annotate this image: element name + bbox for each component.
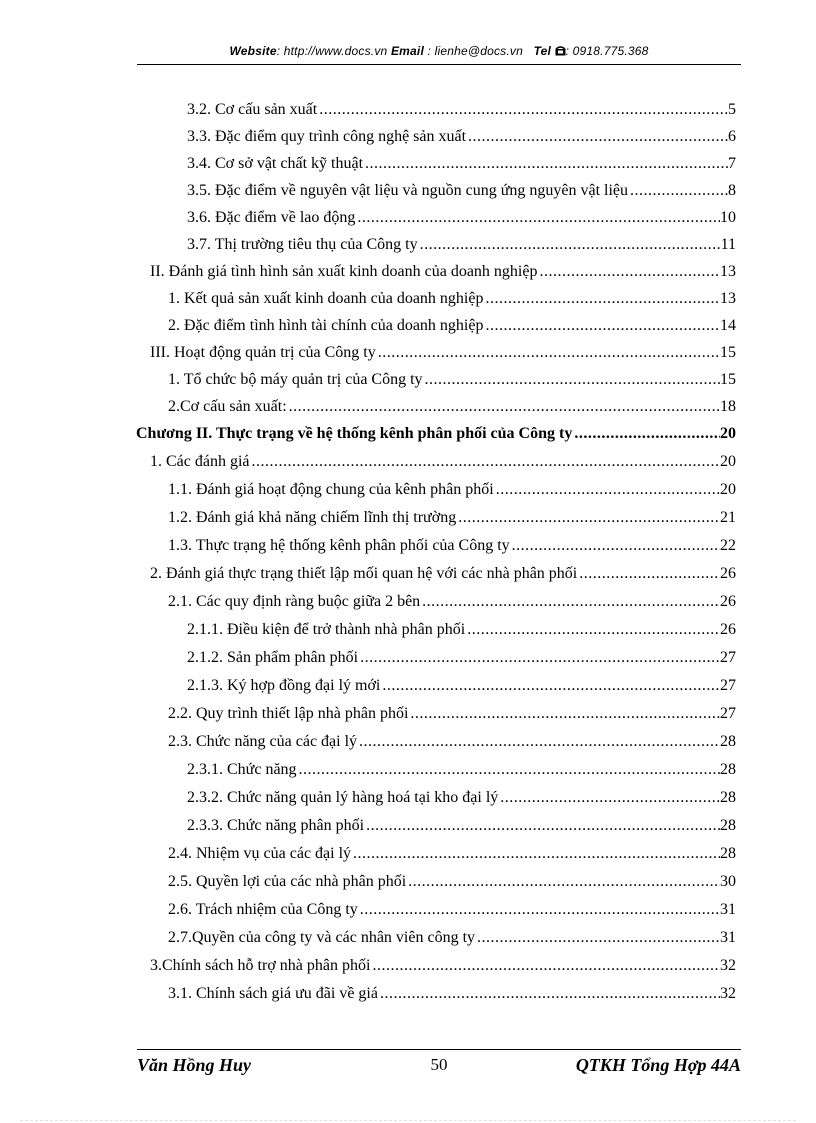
toc-entry-page: 21 <box>720 509 736 526</box>
toc-leader <box>360 648 720 668</box>
toc-entry-label: 2.6. Trách nhiệm của Công ty <box>168 901 358 918</box>
toc-entry-page: 27 <box>720 705 736 722</box>
toc-entry-label: 2.3.2. Chức năng quản lý hàng hoá tại kho đại lý <box>187 789 499 806</box>
toc-entry[interactable] <box>187 94 736 120</box>
toc-entry[interactable] <box>168 586 736 612</box>
toc-entry[interactable] <box>168 978 736 1004</box>
toc-entry-page: 11 <box>720 236 736 253</box>
toc-entry-page: 27 <box>720 649 736 666</box>
toc-entry-label: 2.1.2. Sản phẩm phân phối <box>187 649 359 666</box>
toc-entry-label: 3.Chính sách hỗ trợ nhà phân phối <box>150 957 371 974</box>
toc-entry-label: 2.7.Quyền của công ty và các nhân viên công ty <box>168 929 476 946</box>
toc-entry-page: 31 <box>720 901 736 918</box>
website-label: Website <box>229 44 277 58</box>
toc-entry-label: 1.2. Đánh giá khả năng chiếm lĩnh thị trường <box>168 509 457 526</box>
toc-entry[interactable] <box>168 310 736 336</box>
toc-entry-page: 14 <box>720 317 736 334</box>
toc-entry-label: 2.3. Chức năng của các đại lý <box>168 733 358 750</box>
email-value: : lienhe@docs.vn <box>423 44 523 58</box>
toc-leader <box>360 900 720 920</box>
toc-entry-page: 8 <box>728 182 736 199</box>
toc-entry-label: 1. Kết quả sản xuất kinh doanh của doanh nghiệp <box>168 290 484 307</box>
toc-entry[interactable] <box>187 782 736 808</box>
toc-entry-label: 1.3. Thực trạng hệ thống kênh phân phối của Công ty <box>168 537 510 554</box>
toc-entry[interactable] <box>187 754 736 780</box>
toc-leader <box>372 956 720 976</box>
page-edge-divider <box>20 1120 796 1121</box>
toc-entry-label: Chương II. Thực trạng về hệ thống kênh phân phối của Công ty <box>136 425 573 442</box>
toc-entry-page: 32 <box>720 985 736 1002</box>
toc-entry-page: 22 <box>720 537 736 554</box>
toc-entry-page: 20 <box>720 453 736 470</box>
toc-leader <box>365 154 728 174</box>
toc-leader <box>579 564 720 584</box>
toc-entry-page: 28 <box>720 789 736 806</box>
toc-entry-label: 1. Các đánh giá <box>150 453 250 470</box>
page-footer <box>137 1055 741 1079</box>
toc-entry-page: 6 <box>728 128 736 145</box>
toc-entry[interactable] <box>168 474 736 500</box>
toc-entry-label: 2.3.1. Chức năng <box>187 761 297 778</box>
toc-leader <box>485 316 720 336</box>
toc-leader <box>512 536 720 556</box>
toc-leader <box>574 424 720 444</box>
toc-entry[interactable] <box>168 838 736 864</box>
toc-entry-page: 13 <box>720 263 736 280</box>
toc-entry-page: 10 <box>720 209 736 226</box>
toc-entry-page: 18 <box>720 398 736 415</box>
tel-value: : 0918.775.368 <box>565 44 649 58</box>
toc-entry-label: 3.3. Đặc điểm quy trình công nghệ sản xuất <box>187 128 467 145</box>
toc-leader <box>420 235 721 255</box>
toc-entry-page: 7 <box>728 155 736 172</box>
toc-entry-page: 32 <box>720 957 736 974</box>
toc-leader <box>425 370 720 390</box>
toc-entry-label: 1.1. Đánh giá hoạt động chung của kênh phân phối <box>168 481 494 498</box>
toc-entry-label: 1. Tổ chức bộ máy quản trị của Công ty <box>168 371 423 388</box>
footer-divider <box>137 1049 741 1050</box>
phone-icon <box>555 46 566 56</box>
toc-leader <box>378 343 720 363</box>
toc-entry[interactable] <box>150 950 736 976</box>
toc-entry[interactable] <box>168 502 736 528</box>
toc-entry-label: 2.3.3. Chức năng phân phối <box>187 817 365 834</box>
toc-entry[interactable] <box>168 922 736 948</box>
toc-leader <box>468 127 728 147</box>
toc-entry-label: III. Hoạt động quản trị của Công ty <box>150 344 376 361</box>
toc-entry[interactable] <box>150 337 736 363</box>
toc-entry[interactable] <box>168 726 736 752</box>
toc-entry-label: 3.2. Cơ cấu sản xuất <box>187 101 318 118</box>
email-label: Email <box>390 44 424 58</box>
tel-label: Tel <box>533 44 552 58</box>
footer-class: QTKH Tổng Hợp 44A <box>575 1055 741 1075</box>
toc-entry-label: 3.1. Chính sách giá ưu đãi về giá <box>168 985 378 1002</box>
toc-entry-label: 3.7. Thị trường tiêu thụ của Công ty <box>187 236 418 253</box>
toc-entry-label: 2.Cơ cấu sản xuất: <box>168 398 287 415</box>
toc-leader <box>299 760 720 780</box>
toc-entry-page: 15 <box>720 344 736 361</box>
toc-leader <box>477 928 720 948</box>
toc-entry-label: 3.4. Cơ sở vật chất kỹ thuật <box>187 155 364 172</box>
toc-leader <box>380 984 720 1004</box>
toc-entry[interactable] <box>187 614 736 640</box>
toc-leader <box>458 508 720 528</box>
toc-entry-label: 2.5. Quyền lợi của các nhà phân phối <box>168 873 407 890</box>
toc-entry-page: 28 <box>720 817 736 834</box>
toc-leader <box>359 732 720 752</box>
toc-entry[interactable] <box>168 364 736 390</box>
toc-entry-page: 31 <box>720 929 736 946</box>
toc-leader <box>319 100 728 120</box>
toc-entry-page: 5 <box>728 101 736 118</box>
toc-entry-page: 26 <box>720 565 736 582</box>
toc-entry-label: 2.1. Các quy định ràng buộc giữa 2 bên <box>168 593 421 610</box>
header-divider <box>137 64 741 65</box>
toc-entry[interactable] <box>150 256 736 282</box>
toc-entry[interactable] <box>168 391 736 417</box>
page-header <box>137 44 741 58</box>
toc-entry-label: 2.4. Nhiệm vụ của các đại lý <box>168 845 352 862</box>
toc-entry-label: 3.6. Đặc điểm về lao động <box>187 209 356 226</box>
toc-entry[interactable] <box>168 866 736 892</box>
toc-chapter-entry[interactable] <box>136 418 736 444</box>
toc-leader <box>366 816 720 836</box>
toc-entry[interactable] <box>168 283 736 309</box>
toc-entry-page: 28 <box>720 761 736 778</box>
website-value: : http://www.docs.vn <box>276 44 388 58</box>
toc-entry[interactable] <box>187 202 736 228</box>
toc-entry-page: 28 <box>720 845 736 862</box>
toc-leader <box>410 704 720 724</box>
footer-author: Văn Hồng Huy <box>137 1055 252 1075</box>
toc-entry[interactable] <box>187 148 736 174</box>
toc-leader <box>630 181 728 201</box>
toc-leader <box>289 397 720 417</box>
toc-leader <box>467 620 720 640</box>
toc-leader <box>252 452 720 472</box>
toc-entry-page: 13 <box>720 290 736 307</box>
toc-entry[interactable] <box>187 175 736 201</box>
toc-leader <box>408 872 720 892</box>
toc-leader <box>422 592 720 612</box>
footer-page-number: 50 <box>430 1055 448 1074</box>
toc-leader <box>539 262 720 282</box>
toc-entry[interactable] <box>168 894 736 920</box>
toc-entry[interactable] <box>168 530 736 556</box>
toc-entry-label: II. Đánh giá tình hình sản xuất kinh doanh của doanh nghiệp <box>150 263 538 280</box>
toc-entry[interactable] <box>150 558 736 584</box>
toc-entry-page: 27 <box>720 677 736 694</box>
toc-entry-label: 2. Đặc điểm tình hình tài chính của doanh nghiệp <box>168 317 484 334</box>
toc-entry-label: 2.2. Quy trình thiết lập nhà phân phối <box>168 705 409 722</box>
toc-entry-page: 20 <box>720 481 736 498</box>
toc-leader <box>500 788 720 808</box>
toc-entry[interactable] <box>187 121 736 147</box>
toc-entry-label: 3.5. Đặc điểm về nguyên vật liệu và nguồn cung ứng nguyên vật liệu <box>187 182 629 199</box>
toc-entry-page: 30 <box>720 873 736 890</box>
toc-entry-page: 28 <box>720 733 736 750</box>
toc-entry-page: 26 <box>720 621 736 638</box>
toc-entry-page: 15 <box>720 371 736 388</box>
toc-leader <box>357 208 720 228</box>
toc-entry[interactable] <box>150 446 736 472</box>
toc-entry-page: 26 <box>720 593 736 610</box>
toc-entry-label: 2.1.1. Điều kiện để trở thành nhà phân phối <box>187 621 466 638</box>
toc-leader <box>496 480 720 500</box>
toc-entry[interactable] <box>168 698 736 724</box>
toc-leader <box>353 844 720 864</box>
toc-entry-page: 20 <box>720 425 736 442</box>
toc-entry-label: 2.1.3. Ký hợp đồng đại lý mới <box>187 677 381 694</box>
toc-leader <box>382 676 720 696</box>
toc-entry[interactable] <box>187 810 736 836</box>
toc-entry[interactable] <box>187 670 736 696</box>
toc-entry-label: 2. Đánh giá thực trạng thiết lập mối quan hệ với các nhà phân phối <box>150 565 578 582</box>
toc-entry[interactable] <box>187 642 736 668</box>
toc-leader <box>485 289 720 309</box>
toc-entry[interactable] <box>187 229 736 255</box>
